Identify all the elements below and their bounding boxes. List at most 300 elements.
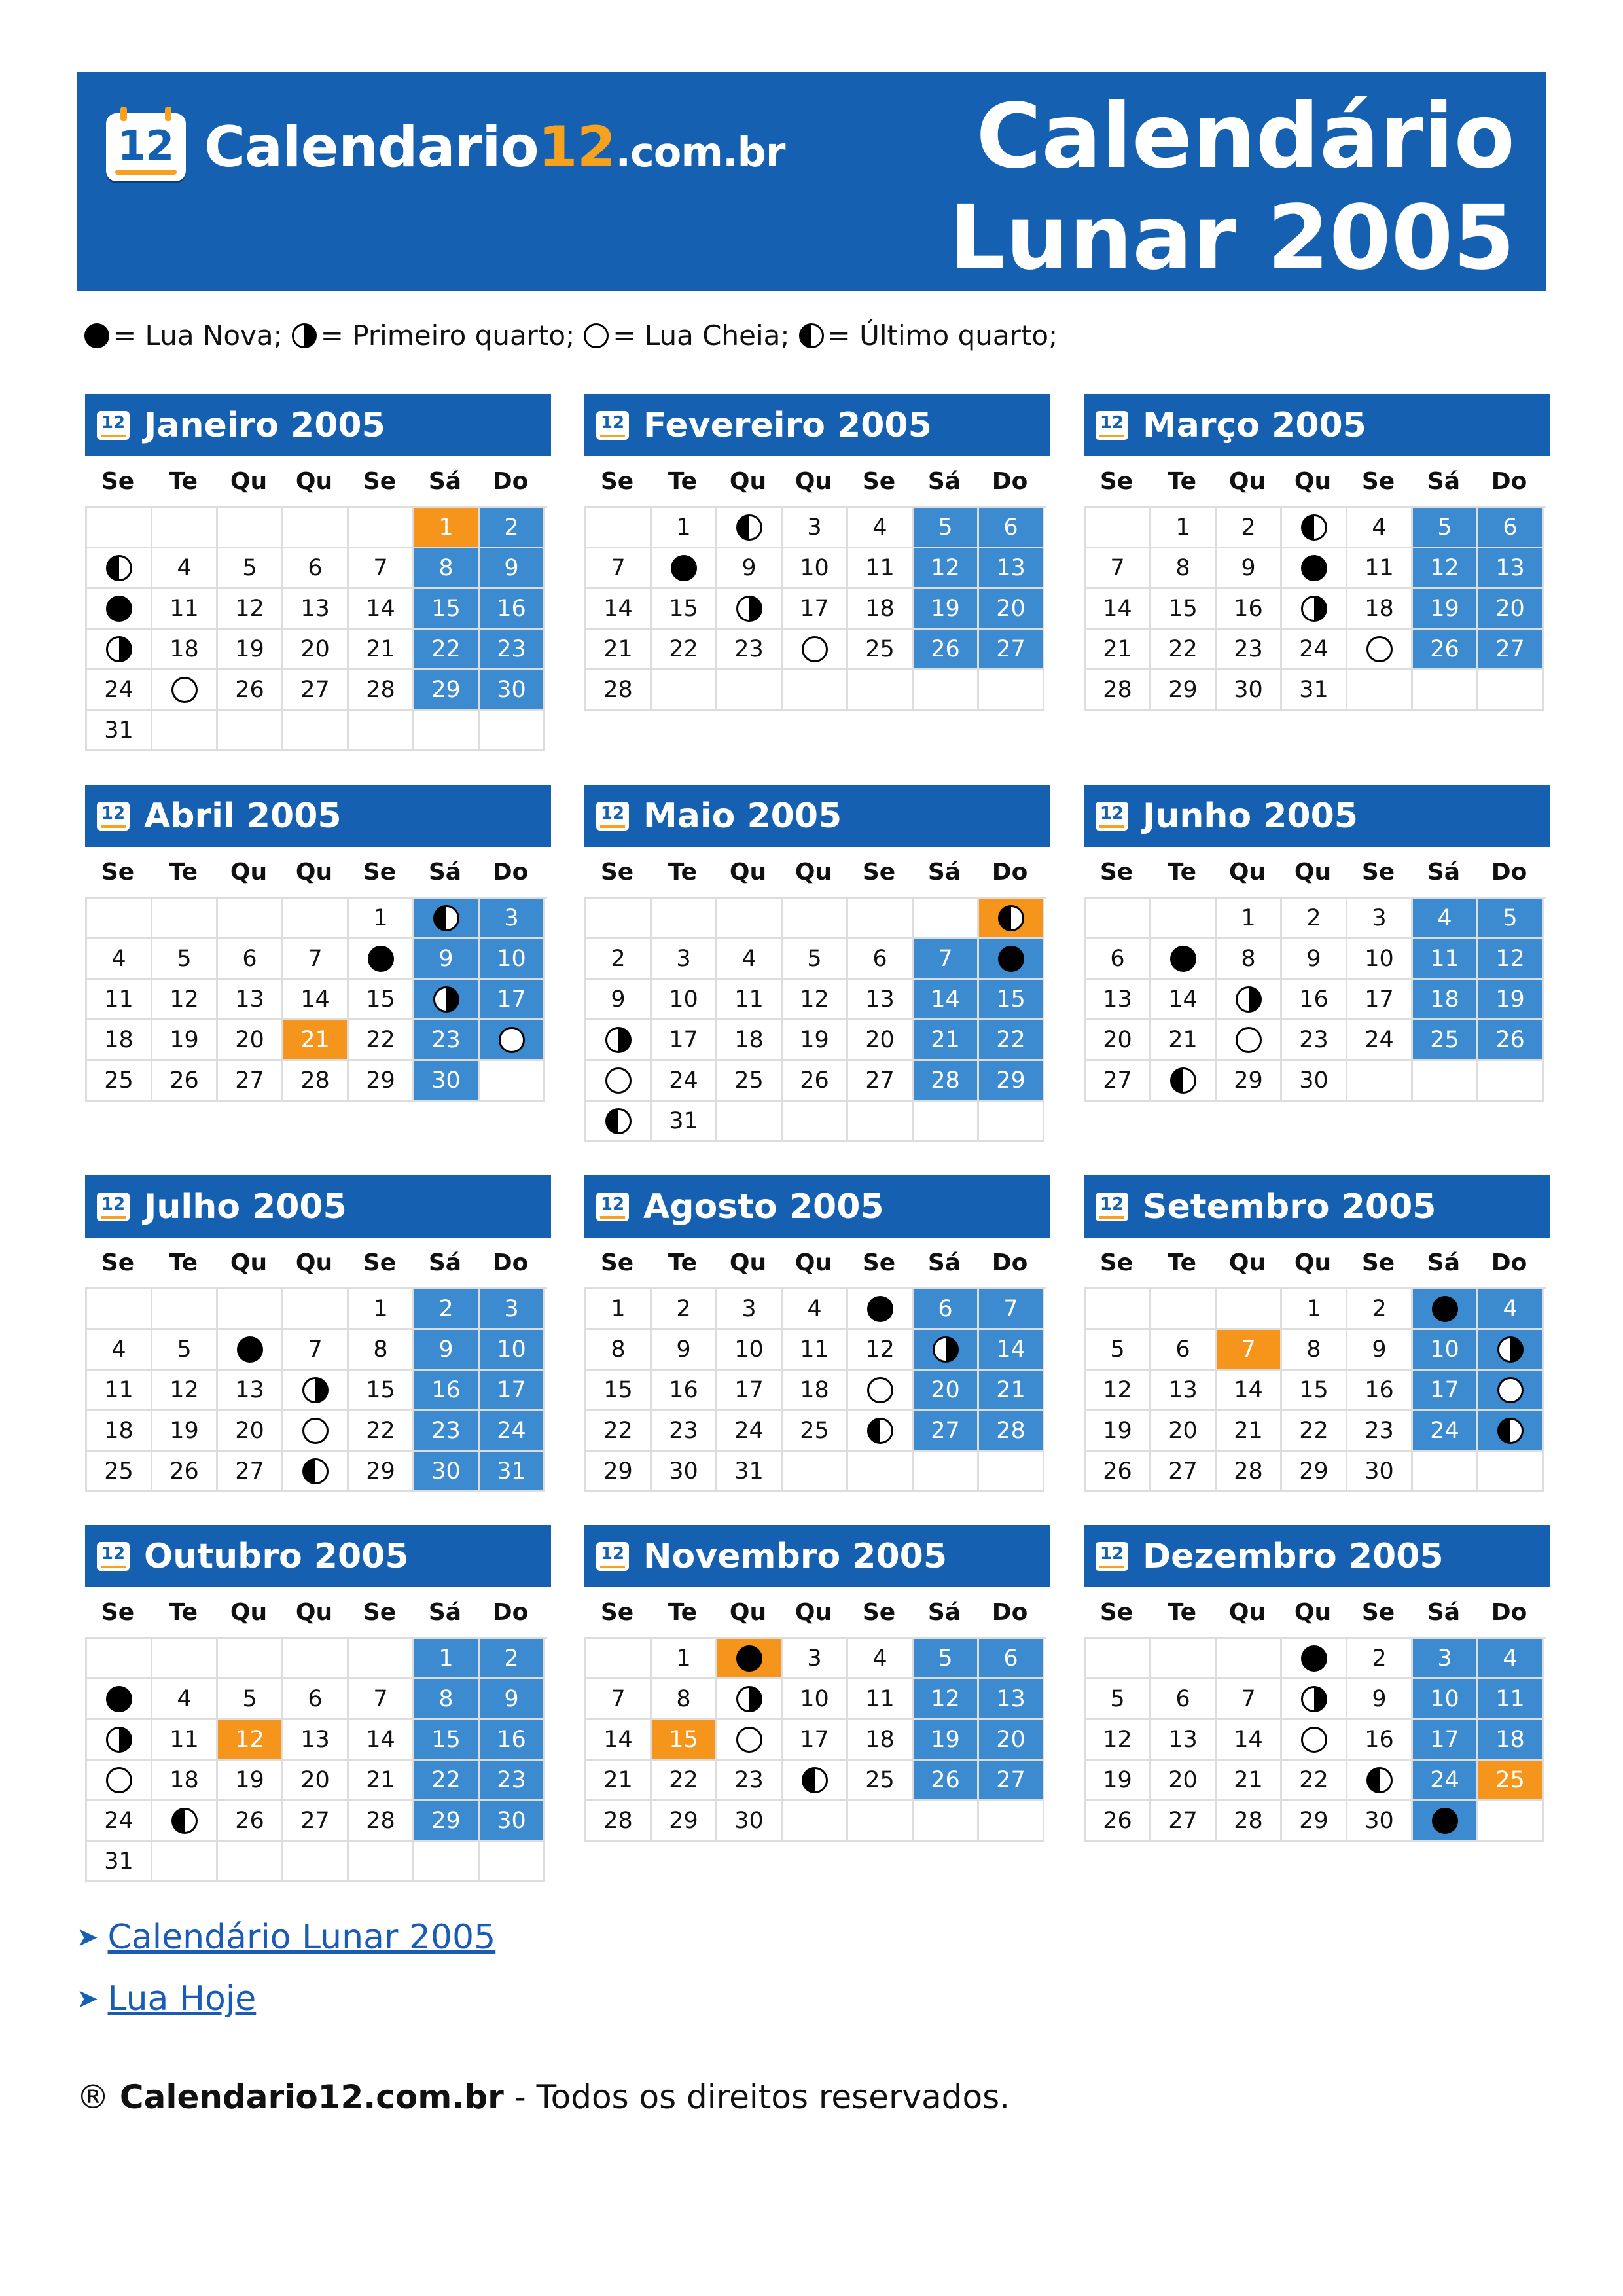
day-cell[interactable]: 20 — [1151, 1761, 1217, 1801]
day-cell[interactable]: 11 — [1478, 1679, 1544, 1720]
day-cell[interactable]: 16 — [652, 1371, 717, 1411]
day-cell[interactable]: 7 — [1217, 1679, 1282, 1720]
day-cell[interactable]: 26 — [914, 1761, 979, 1801]
day-cell[interactable]: 28 — [914, 1061, 979, 1102]
day-cell[interactable]: 24 — [1413, 1411, 1478, 1452]
day-cell[interactable]: 8 — [414, 548, 480, 589]
day-cell[interactable]: 1 — [349, 1289, 414, 1330]
day-cell[interactable]: 1 — [652, 1639, 717, 1679]
day-cell[interactable]: 20 — [848, 1020, 914, 1061]
day-cell[interactable]: 12 — [1086, 1371, 1151, 1411]
day-cell[interactable]: 23 — [480, 1761, 545, 1801]
day-cell[interactable]: 25 — [717, 1061, 783, 1102]
day-cell[interactable]: 31 — [1282, 670, 1347, 711]
day-cell[interactable]: 29 — [414, 670, 480, 711]
day-cell[interactable] — [1282, 548, 1347, 589]
day-cell[interactable]: 13 — [979, 548, 1044, 589]
day-cell[interactable]: 17 — [783, 589, 848, 630]
day-cell[interactable]: 6 — [848, 939, 914, 980]
day-cell[interactable]: 7 — [979, 1289, 1044, 1330]
day-cell[interactable]: 13 — [283, 1720, 349, 1761]
day-cell[interactable]: 19 — [218, 630, 283, 670]
day-cell[interactable] — [87, 1761, 152, 1801]
day-cell[interactable] — [414, 980, 480, 1020]
day-cell[interactable]: 20 — [1151, 1411, 1217, 1452]
day-cell[interactable]: 23 — [1347, 1411, 1413, 1452]
day-cell[interactable]: 28 — [349, 670, 414, 711]
day-cell[interactable]: 21 — [586, 630, 652, 670]
day-cell[interactable]: 6 — [283, 1679, 349, 1720]
day-cell[interactable]: 15 — [414, 589, 480, 630]
day-cell[interactable]: 21 — [1151, 1020, 1217, 1061]
day-cell[interactable]: 6 — [283, 548, 349, 589]
day-cell[interactable]: 28 — [1086, 670, 1151, 711]
day-cell[interactable] — [652, 548, 717, 589]
day-cell[interactable]: 19 — [1086, 1761, 1151, 1801]
day-cell[interactable] — [717, 1679, 783, 1720]
day-cell[interactable]: 3 — [1347, 899, 1413, 939]
day-cell[interactable]: 21 — [1217, 1411, 1282, 1452]
day-cell[interactable]: 22 — [652, 630, 717, 670]
day-cell[interactable]: 4 — [87, 939, 152, 980]
day-cell[interactable]: 24 — [1282, 630, 1347, 670]
day-cell[interactable]: 21 — [349, 630, 414, 670]
day-cell[interactable] — [717, 508, 783, 548]
day-cell[interactable]: 19 — [152, 1411, 218, 1452]
day-cell[interactable]: 28 — [283, 1061, 349, 1102]
day-cell[interactable]: 23 — [1217, 630, 1282, 670]
day-cell[interactable]: 1 — [1151, 508, 1217, 548]
day-cell[interactable]: 11 — [1413, 939, 1478, 980]
day-cell[interactable]: 13 — [979, 1679, 1044, 1720]
day-cell[interactable]: 29 — [414, 1801, 480, 1842]
day-cell[interactable]: 14 — [349, 589, 414, 630]
day-cell[interactable]: 30 — [1347, 1452, 1413, 1492]
day-cell[interactable]: 13 — [1478, 548, 1544, 589]
day-cell[interactable]: 22 — [349, 1411, 414, 1452]
day-cell[interactable]: 30 — [1282, 1061, 1347, 1102]
day-cell[interactable]: 11 — [717, 980, 783, 1020]
day-cell[interactable] — [783, 1761, 848, 1801]
day-cell[interactable]: 26 — [1478, 1020, 1544, 1061]
day-cell[interactable]: 13 — [283, 589, 349, 630]
day-cell[interactable] — [87, 1720, 152, 1761]
day-cell[interactable]: 13 — [218, 980, 283, 1020]
day-cell[interactable]: 14 — [349, 1720, 414, 1761]
day-cell[interactable] — [1478, 1411, 1544, 1452]
day-cell[interactable]: 27 — [283, 670, 349, 711]
day-cell[interactable]: 25 — [848, 1761, 914, 1801]
day-cell[interactable]: 27 — [1151, 1801, 1217, 1842]
day-cell[interactable]: 14 — [979, 1330, 1044, 1371]
day-cell[interactable] — [979, 939, 1044, 980]
day-cell[interactable]: 29 — [1282, 1801, 1347, 1842]
day-cell[interactable]: 8 — [349, 1330, 414, 1371]
day-cell[interactable]: 26 — [152, 1061, 218, 1102]
day-cell[interactable]: 12 — [783, 980, 848, 1020]
day-cell[interactable]: 11 — [152, 1720, 218, 1761]
day-cell[interactable]: 7 — [1086, 548, 1151, 589]
day-cell[interactable] — [586, 1020, 652, 1061]
day-cell[interactable]: 18 — [848, 1720, 914, 1761]
day-cell[interactable]: 3 — [1413, 1639, 1478, 1679]
day-cell[interactable]: 17 — [783, 1720, 848, 1761]
day-cell[interactable]: 13 — [218, 1371, 283, 1411]
day-cell[interactable]: 3 — [480, 1289, 545, 1330]
day-cell[interactable]: 9 — [586, 980, 652, 1020]
day-cell[interactable] — [87, 548, 152, 589]
day-cell[interactable]: 4 — [1347, 508, 1413, 548]
day-cell[interactable]: 28 — [586, 1801, 652, 1842]
day-cell[interactable]: 17 — [480, 1371, 545, 1411]
day-cell[interactable]: 14 — [1086, 589, 1151, 630]
day-cell[interactable]: 21 — [979, 1371, 1044, 1411]
day-cell[interactable]: 31 — [87, 1842, 152, 1882]
day-cell[interactable]: 11 — [87, 1371, 152, 1411]
day-cell[interactable]: 5 — [914, 508, 979, 548]
day-cell[interactable]: 7 — [1217, 1330, 1282, 1371]
site-logo[interactable] — [106, 108, 785, 187]
day-cell[interactable]: 12 — [218, 589, 283, 630]
day-cell[interactable] — [480, 1020, 545, 1061]
day-cell[interactable] — [283, 1371, 349, 1411]
day-cell[interactable]: 3 — [783, 508, 848, 548]
day-cell[interactable]: 10 — [1413, 1330, 1478, 1371]
day-cell[interactable]: 18 — [87, 1411, 152, 1452]
day-cell[interactable]: 30 — [480, 670, 545, 711]
day-cell[interactable]: 28 — [1217, 1801, 1282, 1842]
day-cell[interactable]: 29 — [1151, 670, 1217, 711]
day-cell[interactable]: 20 — [979, 1720, 1044, 1761]
day-cell[interactable]: 22 — [979, 1020, 1044, 1061]
day-cell[interactable]: 17 — [1413, 1371, 1478, 1411]
day-cell[interactable]: 29 — [1282, 1452, 1347, 1492]
day-cell[interactable]: 1 — [586, 1289, 652, 1330]
day-cell[interactable]: 15 — [652, 1720, 717, 1761]
day-cell[interactable]: 9 — [1282, 939, 1347, 980]
day-cell[interactable]: 23 — [414, 1020, 480, 1061]
day-cell[interactable]: 16 — [480, 589, 545, 630]
day-cell[interactable]: 22 — [1282, 1411, 1347, 1452]
day-cell[interactable]: 22 — [414, 630, 480, 670]
day-cell[interactable]: 27 — [1086, 1061, 1151, 1102]
day-cell[interactable]: 19 — [218, 1761, 283, 1801]
day-cell[interactable] — [586, 1102, 652, 1142]
day-cell[interactable]: 19 — [1478, 980, 1544, 1020]
day-cell[interactable] — [848, 1411, 914, 1452]
day-cell[interactable]: 29 — [349, 1452, 414, 1492]
day-cell[interactable]: 13 — [1151, 1371, 1217, 1411]
day-cell[interactable]: 3 — [717, 1289, 783, 1330]
day-cell[interactable]: 9 — [652, 1330, 717, 1371]
day-cell[interactable]: 7 — [586, 548, 652, 589]
day-cell[interactable]: 29 — [586, 1452, 652, 1492]
day-cell[interactable]: 9 — [1347, 1679, 1413, 1720]
day-cell[interactable]: 14 — [1217, 1371, 1282, 1411]
day-cell[interactable] — [586, 1061, 652, 1102]
day-cell[interactable]: 12 — [914, 548, 979, 589]
day-cell[interactable]: 5 — [914, 1639, 979, 1679]
day-cell[interactable]: 17 — [480, 980, 545, 1020]
day-cell[interactable]: 22 — [349, 1020, 414, 1061]
day-cell[interactable]: 29 — [979, 1061, 1044, 1102]
day-cell[interactable]: 10 — [783, 1679, 848, 1720]
day-cell[interactable]: 9 — [414, 939, 480, 980]
day-cell[interactable] — [87, 630, 152, 670]
day-cell[interactable] — [152, 1801, 218, 1842]
day-cell[interactable]: 14 — [1217, 1720, 1282, 1761]
day-cell[interactable]: 14 — [914, 980, 979, 1020]
day-cell[interactable] — [283, 1411, 349, 1452]
day-cell[interactable]: 5 — [1413, 508, 1478, 548]
day-cell[interactable]: 16 — [1282, 980, 1347, 1020]
day-cell[interactable]: 8 — [652, 1679, 717, 1720]
day-cell[interactable]: 5 — [1086, 1330, 1151, 1371]
day-cell[interactable]: 12 — [1086, 1720, 1151, 1761]
day-cell[interactable]: 27 — [283, 1801, 349, 1842]
day-cell[interactable] — [717, 1720, 783, 1761]
day-cell[interactable]: 25 — [87, 1452, 152, 1492]
day-cell[interactable]: 13 — [1086, 980, 1151, 1020]
day-cell[interactable]: 30 — [717, 1801, 783, 1842]
day-cell[interactable]: 24 — [87, 1801, 152, 1842]
day-cell[interactable]: 25 — [1413, 1020, 1478, 1061]
day-cell[interactable]: 26 — [1086, 1452, 1151, 1492]
day-cell[interactable]: 18 — [1478, 1720, 1544, 1761]
day-cell[interactable]: 13 — [848, 980, 914, 1020]
day-cell[interactable]: 2 — [652, 1289, 717, 1330]
day-cell[interactable]: 2 — [1217, 508, 1282, 548]
day-cell[interactable] — [1413, 1801, 1478, 1842]
day-cell[interactable]: 12 — [1478, 939, 1544, 980]
day-cell[interactable]: 19 — [1086, 1411, 1151, 1452]
day-cell[interactable]: 9 — [717, 548, 783, 589]
day-cell[interactable]: 5 — [783, 939, 848, 980]
day-cell[interactable]: 22 — [1151, 630, 1217, 670]
day-cell[interactable]: 23 — [480, 630, 545, 670]
day-cell[interactable]: 11 — [783, 1330, 848, 1371]
day-cell[interactable]: 14 — [283, 980, 349, 1020]
day-cell[interactable]: 12 — [218, 1720, 283, 1761]
day-cell[interactable]: 1 — [414, 1639, 480, 1679]
day-cell[interactable] — [283, 1452, 349, 1492]
day-cell[interactable]: 2 — [1282, 899, 1347, 939]
day-cell[interactable]: 2 — [414, 1289, 480, 1330]
day-cell[interactable]: 20 — [1086, 1020, 1151, 1061]
day-cell[interactable]: 29 — [1217, 1061, 1282, 1102]
day-cell[interactable]: 21 — [283, 1020, 349, 1061]
day-cell[interactable]: 1 — [1217, 899, 1282, 939]
day-cell[interactable]: 29 — [652, 1801, 717, 1842]
day-cell[interactable]: 10 — [652, 980, 717, 1020]
day-cell[interactable] — [1478, 1371, 1544, 1411]
day-cell[interactable]: 15 — [1282, 1371, 1347, 1411]
day-cell[interactable]: 18 — [783, 1371, 848, 1411]
day-cell[interactable]: 1 — [414, 508, 480, 548]
day-cell[interactable] — [1413, 1289, 1478, 1330]
day-cell[interactable]: 7 — [349, 548, 414, 589]
day-cell[interactable]: 12 — [1413, 548, 1478, 589]
day-cell[interactable]: 20 — [218, 1020, 283, 1061]
day-cell[interactable]: 6 — [1151, 1330, 1217, 1371]
day-cell[interactable]: 16 — [1347, 1371, 1413, 1411]
day-cell[interactable]: 16 — [480, 1720, 545, 1761]
day-cell[interactable]: 19 — [1413, 589, 1478, 630]
day-cell[interactable]: 4 — [87, 1330, 152, 1371]
day-cell[interactable]: 5 — [1086, 1679, 1151, 1720]
day-cell[interactable]: 16 — [414, 1371, 480, 1411]
day-cell[interactable]: 17 — [717, 1371, 783, 1411]
day-cell[interactable]: 12 — [152, 980, 218, 1020]
day-cell[interactable]: 26 — [1086, 1801, 1151, 1842]
day-cell[interactable]: 21 — [586, 1761, 652, 1801]
day-cell[interactable]: 5 — [152, 939, 218, 980]
day-cell[interactable]: 19 — [152, 1020, 218, 1061]
day-cell[interactable]: 26 — [152, 1452, 218, 1492]
day-cell[interactable]: 11 — [1347, 548, 1413, 589]
day-cell[interactable] — [87, 1679, 152, 1720]
day-cell[interactable]: 9 — [480, 548, 545, 589]
day-cell[interactable]: 28 — [979, 1411, 1044, 1452]
day-cell[interactable]: 7 — [586, 1679, 652, 1720]
day-cell[interactable] — [349, 939, 414, 980]
day-cell[interactable]: 26 — [218, 1801, 283, 1842]
day-cell[interactable]: 26 — [218, 670, 283, 711]
day-cell[interactable]: 6 — [218, 939, 283, 980]
day-cell[interactable]: 15 — [349, 980, 414, 1020]
day-cell[interactable] — [1151, 1061, 1217, 1102]
day-cell[interactable] — [1478, 1330, 1544, 1371]
day-cell[interactable]: 27 — [1151, 1452, 1217, 1492]
day-cell[interactable]: 15 — [349, 1371, 414, 1411]
day-cell[interactable]: 25 — [1478, 1761, 1544, 1801]
day-cell[interactable]: 10 — [480, 939, 545, 980]
day-cell[interactable]: 2 — [480, 508, 545, 548]
day-cell[interactable] — [1217, 1020, 1282, 1061]
day-cell[interactable]: 18 — [1413, 980, 1478, 1020]
day-cell[interactable]: 4 — [152, 1679, 218, 1720]
day-cell[interactable]: 18 — [152, 630, 218, 670]
day-cell[interactable]: 10 — [480, 1330, 545, 1371]
day-cell[interactable]: 29 — [349, 1061, 414, 1102]
day-cell[interactable]: 30 — [1347, 1801, 1413, 1842]
day-cell[interactable]: 5 — [218, 548, 283, 589]
day-cell[interactable]: 22 — [652, 1761, 717, 1801]
day-cell[interactable]: 18 — [717, 1020, 783, 1061]
day-cell[interactable]: 26 — [783, 1061, 848, 1102]
day-cell[interactable]: 23 — [652, 1411, 717, 1452]
day-cell[interactable]: 26 — [914, 630, 979, 670]
day-cell[interactable]: 31 — [480, 1452, 545, 1492]
day-cell[interactable]: 27 — [848, 1061, 914, 1102]
day-cell[interactable]: 20 — [283, 630, 349, 670]
day-cell[interactable] — [783, 630, 848, 670]
day-cell[interactable]: 6 — [979, 1639, 1044, 1679]
day-cell[interactable]: 15 — [586, 1371, 652, 1411]
day-cell[interactable] — [717, 1639, 783, 1679]
day-cell[interactable]: 2 — [1347, 1289, 1413, 1330]
day-cell[interactable]: 8 — [1217, 939, 1282, 980]
day-cell[interactable]: 5 — [1478, 899, 1544, 939]
day-cell[interactable] — [979, 899, 1044, 939]
day-cell[interactable]: 9 — [1217, 548, 1282, 589]
day-cell[interactable]: 12 — [914, 1679, 979, 1720]
day-cell[interactable]: 22 — [586, 1411, 652, 1452]
day-cell[interactable]: 6 — [914, 1289, 979, 1330]
day-cell[interactable]: 3 — [480, 899, 545, 939]
day-cell[interactable]: 10 — [783, 548, 848, 589]
day-cell[interactable]: 19 — [914, 1720, 979, 1761]
day-cell[interactable] — [218, 1330, 283, 1371]
day-cell[interactable]: 10 — [717, 1330, 783, 1371]
day-cell[interactable] — [848, 1289, 914, 1330]
lunar-calendar-link[interactable]: Calendário Lunar 2005 — [107, 1918, 496, 1957]
day-cell[interactable]: 12 — [848, 1330, 914, 1371]
day-cell[interactable]: 27 — [1478, 630, 1544, 670]
day-cell[interactable]: 30 — [414, 1452, 480, 1492]
day-cell[interactable]: 4 — [152, 548, 218, 589]
day-cell[interactable]: 22 — [1282, 1761, 1347, 1801]
day-cell[interactable]: 5 — [218, 1679, 283, 1720]
day-cell[interactable] — [1282, 1639, 1347, 1679]
day-cell[interactable]: 28 — [1217, 1452, 1282, 1492]
day-cell[interactable]: 1 — [1282, 1289, 1347, 1330]
day-cell[interactable]: 4 — [1478, 1639, 1544, 1679]
day-cell[interactable]: 16 — [1217, 589, 1282, 630]
day-cell[interactable] — [87, 589, 152, 630]
day-cell[interactable] — [717, 589, 783, 630]
day-cell[interactable]: 21 — [349, 1761, 414, 1801]
day-cell[interactable]: 22 — [414, 1761, 480, 1801]
day-cell[interactable]: 10 — [1413, 1679, 1478, 1720]
day-cell[interactable]: 28 — [586, 670, 652, 711]
day-cell[interactable]: 6 — [1151, 1679, 1217, 1720]
day-cell[interactable]: 9 — [480, 1679, 545, 1720]
day-cell[interactable]: 26 — [1413, 630, 1478, 670]
day-cell[interactable]: 23 — [717, 1761, 783, 1801]
day-cell[interactable]: 18 — [848, 589, 914, 630]
day-cell[interactable]: 28 — [349, 1801, 414, 1842]
day-cell[interactable]: 7 — [914, 939, 979, 980]
day-cell[interactable] — [414, 899, 480, 939]
day-cell[interactable] — [1282, 589, 1347, 630]
day-cell[interactable]: 25 — [848, 630, 914, 670]
day-cell[interactable]: 25 — [783, 1411, 848, 1452]
day-cell[interactable]: 14 — [586, 589, 652, 630]
day-cell[interactable]: 1 — [349, 899, 414, 939]
day-cell[interactable]: 6 — [979, 508, 1044, 548]
day-cell[interactable]: 23 — [1282, 1020, 1347, 1061]
day-cell[interactable]: 6 — [1086, 939, 1151, 980]
day-cell[interactable]: 3 — [652, 939, 717, 980]
day-cell[interactable]: 17 — [652, 1020, 717, 1061]
day-cell[interactable] — [1282, 1720, 1347, 1761]
day-cell[interactable]: 23 — [717, 630, 783, 670]
day-cell[interactable]: 18 — [87, 1020, 152, 1061]
day-cell[interactable]: 15 — [979, 980, 1044, 1020]
day-cell[interactable]: 9 — [1347, 1330, 1413, 1371]
day-cell[interactable]: 21 — [1217, 1761, 1282, 1801]
day-cell[interactable]: 4 — [1413, 899, 1478, 939]
day-cell[interactable]: 2 — [480, 1639, 545, 1679]
day-cell[interactable]: 15 — [1151, 589, 1217, 630]
day-cell[interactable]: 7 — [283, 939, 349, 980]
day-cell[interactable]: 24 — [480, 1411, 545, 1452]
day-cell[interactable]: 20 — [283, 1761, 349, 1801]
day-cell[interactable]: 8 — [586, 1330, 652, 1371]
day-cell[interactable]: 2 — [586, 939, 652, 980]
day-cell[interactable] — [152, 670, 218, 711]
